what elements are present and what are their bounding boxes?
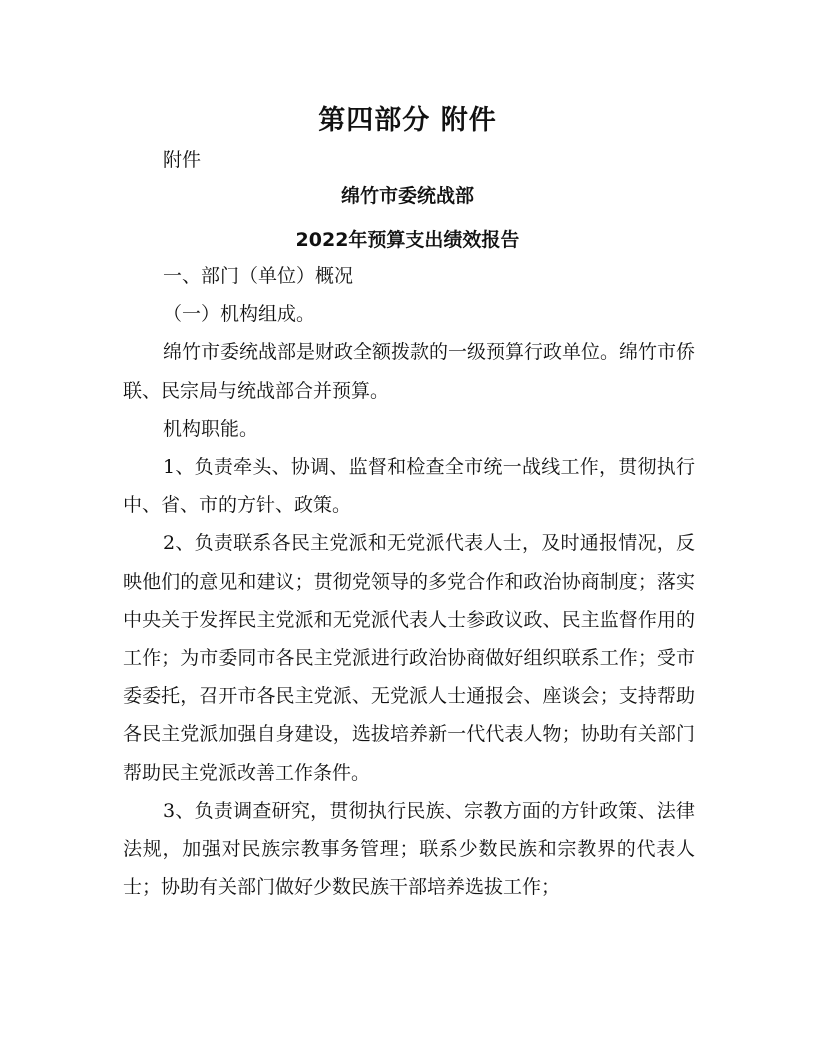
document-body xyxy=(123,257,695,906)
report-title: 2022年预算支出绩效报告 xyxy=(295,229,520,251)
body-paragraph: 2、负责联系各民主党派和无党派代表人士，及时通报情况，反映他们的意见和建议；贯彻党领导的多党合作和政治协商制度；落实中央关于发挥民主党派和无党派代表人士参政议政、民主监督作用的工作；为市委同市各民主党派进行政治协商做好组织联系工作；受市委委托，召开市各民主党派、无党派人士通报会、座谈会；支持帮助各民主党派加强自身建设，选拔培养新一代代表人物；协助有关部门帮助民主党派改善工作条件。 xyxy=(123,532,695,784)
part-title: 第四部分 附件 xyxy=(318,105,497,136)
subsection-heading: 机构职能。 xyxy=(163,417,259,440)
unit-name: 绵竹市委统战部 xyxy=(340,185,474,207)
body-paragraph: 1、负责牵头、协调、监督和检查全市统一战线工作，贯彻执行中、省、市的方针、政策。 xyxy=(123,456,695,517)
body-paragraph: 绵竹市委统战部是财政全额拨款的一级预算行政单位。绵竹市侨联、民宗局与统战部合并预算。 xyxy=(123,341,696,402)
body-paragraph: 3、负责调查研究，贯彻执行民族、宗教方面的方针政策、法律法规，加强对民族宗教事务管理；联系少数民族和宗教界的代表人士；协助有关部门做好少数民族干部培养选拔工作； xyxy=(123,799,695,899)
subsection-heading: （一）机构组成。 xyxy=(163,303,316,326)
attachment-label: 附件 xyxy=(163,149,202,171)
section-heading: 一、部门（单位）概况 xyxy=(163,265,354,287)
